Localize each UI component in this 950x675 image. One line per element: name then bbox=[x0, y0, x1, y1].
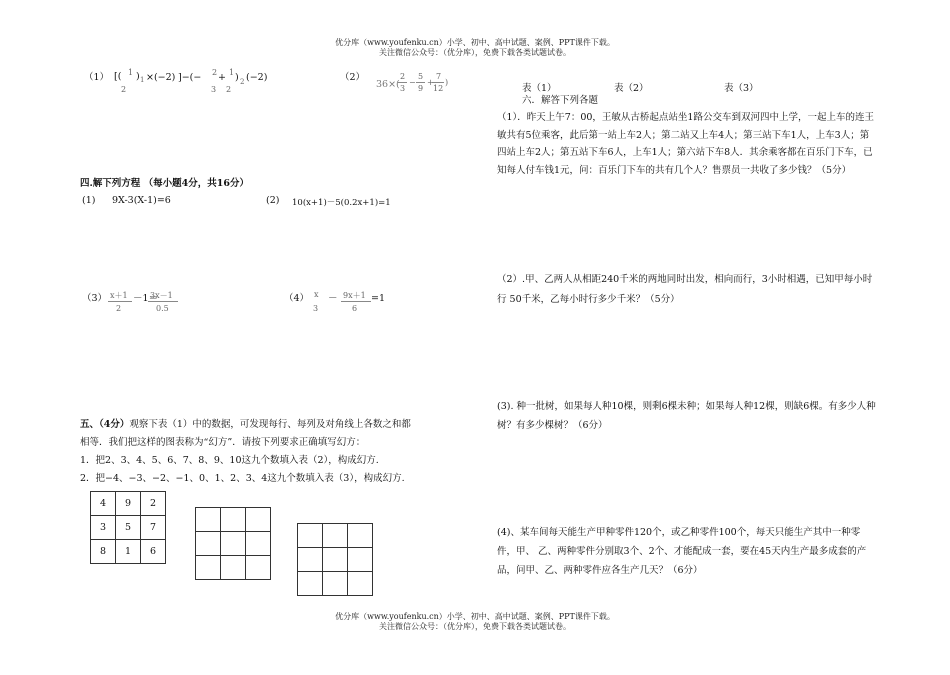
calc-1-part-f: ) bbox=[235, 72, 239, 83]
section-5-item1: 1．把2、3、4、5、6、7、8、9、10这九个数填入表（2），构成幻方. bbox=[80, 455, 379, 466]
calc-2-n3: 7 bbox=[436, 72, 442, 81]
grid1-cell: 9 bbox=[116, 492, 141, 516]
calc-1-exp1: 1 bbox=[140, 76, 145, 84]
calc-2-n2: 5 bbox=[418, 72, 424, 81]
calc-1-part-e: + bbox=[218, 72, 226, 83]
section-4-title: 四.解下列方程 （每小题4分，共16分） bbox=[80, 178, 249, 189]
section-5-intro: 观察下表（1）中的数据，可发现每行、每列及对角线上各数之和都 bbox=[129, 419, 411, 430]
equation-4-mid: － bbox=[328, 293, 338, 304]
calc-1-num2: 2 bbox=[212, 68, 218, 77]
equation-3-num1: x＋1 bbox=[110, 291, 128, 300]
equation-4-den1: 3 bbox=[313, 304, 319, 313]
grid1-cell: 3 bbox=[91, 516, 116, 540]
calc-2-label: （2） bbox=[340, 72, 366, 83]
question-4: (4)、某车间每天能生产甲种零件120个，或乙种零件100个，每天只能生产其中一种零件，甲、 乙、两种零件分别取3个、2个、才能配成一套，要在45天内生产最多成套的产品，问甲、乙、两种零件应各生产几天？（6分） bbox=[497, 527, 867, 576]
grid3-cell[interactable] bbox=[298, 572, 323, 596]
calc-2-expr: 36×( bbox=[376, 79, 400, 90]
page-footer-line1: 优分库（www.youfenku.cn）小学、初中、高中试题、案例、PPT课件下载。 bbox=[335, 612, 615, 621]
grid3-cell[interactable] bbox=[323, 548, 348, 572]
magic-square-3 bbox=[297, 523, 373, 596]
calc-1-sub2: 3 bbox=[211, 85, 217, 94]
equation-1-label: (1) bbox=[82, 195, 96, 206]
question-3: (3). 种一批树，如果每人种10棵，则剩6棵未种；如果每人种12棵，则缺6棵。有多少人种树？有多少棵树？（6分） bbox=[497, 401, 876, 431]
calc-1-part-a: [( bbox=[114, 71, 122, 82]
page-footer-line2: 关注微信公众号：（优分库），免费下载各类试题试卷。 bbox=[379, 622, 571, 631]
equation-3-mid: －1＝ bbox=[133, 293, 159, 304]
calc-1-label: （1） bbox=[84, 72, 110, 83]
grid3-cell[interactable] bbox=[323, 572, 348, 596]
equation-4-end: =1 bbox=[371, 293, 386, 304]
table-1-caption: 表（1） bbox=[522, 83, 557, 94]
equation-4-num1: x bbox=[314, 290, 319, 299]
equation-3-num2: 3x－1 bbox=[150, 291, 173, 300]
grid2-cell[interactable] bbox=[196, 532, 221, 556]
calc-2-close: ) bbox=[445, 78, 449, 87]
magic-square-2 bbox=[195, 507, 271, 580]
grid2-cell[interactable] bbox=[246, 532, 271, 556]
grid1-cell: 1 bbox=[116, 540, 141, 564]
calc-2-d3: 12 bbox=[433, 84, 444, 93]
grid2-cell[interactable] bbox=[246, 508, 271, 532]
calc-1-part-d: ]−(− bbox=[178, 72, 202, 83]
calc-1-part-g: (−2) bbox=[246, 72, 268, 83]
question-2: （2）.甲、乙两人从相距240千米的两地同时出发，相向而行，3小时相遇，已知甲每小时行 50千米，乙每小时行多少千米？（5分） bbox=[497, 274, 873, 305]
calc-2-op1: − bbox=[409, 78, 416, 87]
question-1: （1）．昨天上午7：00，王敏从古桥起点站坐1路公交车到双河四中上学，一起上车的连王敏共有5位乘客，此后第一站上车2人；第二站又上车4人；第三站下车1人，上车3人；第四站上车2人；第五站下车6人，上车1人；第六站下车8人．其余乘客都在百乐门下车，已知每人付车钱1元，问：百乐门下车的共有几个人？售票员一共收了多少钱？（5分） bbox=[497, 112, 874, 176]
magic-square-1 bbox=[90, 491, 166, 564]
calc-1-part-c: ×(−2) bbox=[146, 72, 176, 83]
equation-4-den2: 6 bbox=[352, 304, 358, 313]
page-header-line2: 关注微信公众号：（优分库），免费下载各类试题试卷。 bbox=[379, 48, 571, 57]
grid1-cell: 4 bbox=[91, 492, 116, 516]
grid3-cell[interactable] bbox=[298, 524, 323, 548]
calc-2-d1: 3 bbox=[400, 84, 406, 93]
equation-3-den1: 2 bbox=[116, 304, 122, 313]
grid3-cell[interactable] bbox=[348, 524, 373, 548]
grid2-cell[interactable] bbox=[246, 556, 271, 580]
section-5-title: 五、（4分） bbox=[80, 419, 130, 430]
grid1-cell: 8 bbox=[91, 540, 116, 564]
calc-1-sub3: 2 bbox=[226, 85, 232, 94]
grid1-cell: 6 bbox=[141, 540, 166, 564]
table-3-caption: 表（3） bbox=[724, 83, 759, 94]
equation-1: 9X-3(X-1)=6 bbox=[112, 195, 171, 206]
grid2-cell[interactable] bbox=[196, 556, 221, 580]
grid3-cell[interactable] bbox=[348, 548, 373, 572]
calc-1-num1: 1 bbox=[128, 68, 134, 77]
calc-1-part-b: ) bbox=[136, 71, 140, 82]
calc-1-exp2: 2 bbox=[240, 78, 245, 86]
grid2-cell[interactable] bbox=[221, 508, 246, 532]
calc-2-n1: 2 bbox=[400, 72, 406, 81]
section-5-item2: 2．把−4、−3、−2、−1、0、1、2、3、4这九个数填入表（3），构成幻方. bbox=[80, 473, 405, 484]
grid1-cell: 5 bbox=[116, 516, 141, 540]
calc-2-d2: 9 bbox=[418, 84, 424, 93]
grid3-cell[interactable] bbox=[348, 572, 373, 596]
calc-1-sub1: 2 bbox=[121, 85, 127, 94]
grid2-cell[interactable] bbox=[221, 556, 246, 580]
equation-2: 10(x+1)－5(0.2x+1)=1 bbox=[292, 198, 391, 208]
grid2-cell[interactable] bbox=[221, 532, 246, 556]
grid2-cell[interactable] bbox=[196, 508, 221, 532]
page-header-line1: 优分库（www.youfenku.cn）小学、初中、高中试题、案例、PPT课件下载。 bbox=[335, 38, 615, 47]
grid3-cell[interactable] bbox=[323, 524, 348, 548]
grid1-cell: 7 bbox=[141, 516, 166, 540]
grid1-cell: 2 bbox=[141, 492, 166, 516]
calc-1-num3: 1 bbox=[229, 68, 235, 77]
equation-4-label: （4） bbox=[284, 293, 310, 304]
equation-3-den2: 0.5 bbox=[156, 304, 169, 313]
equation-2-label: (2) bbox=[266, 195, 280, 206]
grid3-cell[interactable] bbox=[298, 548, 323, 572]
section-5-line2: 相等．我们把这样的图表称为“幻方”．请按下列要求正确填写幻方： bbox=[80, 437, 366, 448]
section-5-line1 bbox=[80, 419, 411, 431]
equation-4-num2: 9x＋1 bbox=[343, 291, 366, 300]
equation-3-label: （3） bbox=[82, 293, 108, 304]
section-6-title: 六．解答下列各题 bbox=[522, 95, 599, 106]
calc-2-op2: + bbox=[427, 78, 434, 87]
table-2-caption: 表（2） bbox=[614, 83, 649, 94]
